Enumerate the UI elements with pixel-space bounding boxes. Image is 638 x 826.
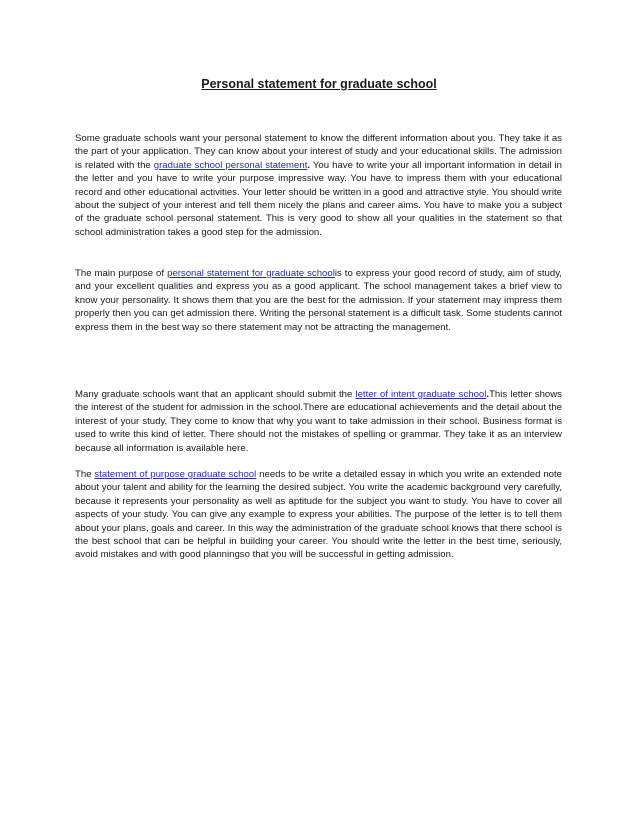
paragraph-1 [75, 132, 562, 239]
paragraph-1-text-after: You have to write your all important information in detail in the letter and you have to write your purpose impressive way. You have to impress them with your educational record and other educational activities. Your letter should be written in a good and attractive style. You should write about the subject of your interest and tell them nicely the plans and career aims. You have to make you a subject of the graduate school personal statement. This is very good to show all your qualities in the statement so that school administration takes a good step for the admission. [75, 159, 563, 238]
paragraph-1-period: . [307, 159, 311, 171]
paragraph-3-period: . [486, 389, 490, 400]
link-graduate-school-personal-statement[interactable]: graduate school personal statement [153, 159, 308, 171]
link-personal-statement-for-graduate-school[interactable]: personal statement for graduate school [167, 268, 335, 279]
paragraph-2-text-after: is to express your good record of study, aim of study, and your excellent qualities and express you as a good applicant. The school management takes a brief view to know your personality. It shows them that you are the best for the admission. If your statement may impress them properly then you can get admission there. Writing the personal statement is a difficult task. Some students cannot express them in the best way so there statement may not be attracting the management. [75, 268, 562, 333]
paragraph-4-text-after: needs to be write a detailed essay in which you write an extended note about your talent and ability for the learning the desired subject. You write the academic background very carefully, because it represents your personality as well as aptitude for the subject you want to study. You have to cover all aspects of your study. You can give any example to express your abilities. The purpose of the letter is to tell them about your plans, goals and career. In this way the administration of the graduate school knows that there school is the best school that can be helpful in building your career. You should write the letter in the best time, seriously, avoid mistakes and with good planningso that you will be successful in getting admission. [75, 469, 562, 561]
page-title [0, 77, 638, 91]
link-letter-of-intent-graduate-school[interactable]: letter of intent graduate school [355, 389, 487, 400]
paragraph-3-text-after: This letter shows the interest of the student for admission in the school.There are educational achievements and the detail about the interest of your study. They come to know that why you want to take admission in their school. Business format is used to write this kind of letter. There should not the mistakes of spelling or grammar. They take it as an interview because all information is available here. [75, 389, 562, 454]
page-title-text: Personal statement for graduate school [201, 77, 437, 91]
paragraph-2-text-before: The main purpose of [75, 268, 168, 279]
paragraph-4 [75, 468, 562, 562]
paragraph-2 [75, 267, 562, 334]
paragraph-3 [75, 388, 562, 455]
paragraph-3-text-before: Many graduate schools want that an applicant should submit the [75, 389, 356, 400]
link-statement-of-purpose-graduate-school[interactable]: statement of purpose graduate school [94, 469, 257, 480]
paragraph-1-text-before: Some graduate schools want your personal statement to know the different information about you. They take it as the part of your application. They can know about your interest of study and your educational skills. The admission is related with the [75, 133, 562, 171]
paragraph-4-text-before: The [75, 469, 95, 480]
